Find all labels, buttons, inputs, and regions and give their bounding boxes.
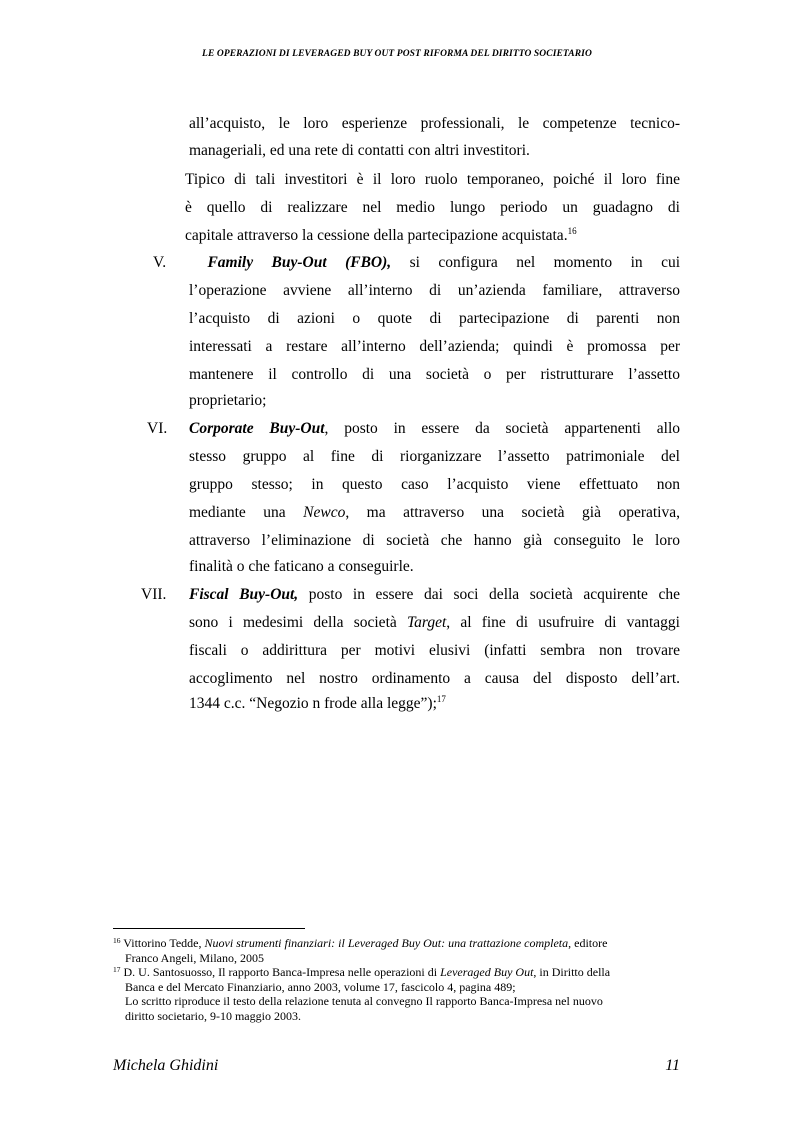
- footnote-number: 16: [113, 936, 121, 945]
- body-text: , posto in essere da società appartenenti allo: [324, 420, 680, 437]
- footnote-text: D. U. Santosuosso, Il rapporto Banca-Impresa nelle operazioni di: [120, 965, 441, 979]
- page-number: 11: [665, 1057, 680, 1074]
- body-line: [185, 226, 676, 246]
- list-numeral: V.: [153, 254, 167, 271]
- footnote-text: , in Diritto della: [533, 965, 611, 979]
- body-text: capitale attraverso la cessione della partecipazione acquistata.: [185, 227, 568, 244]
- body-line: [189, 503, 680, 523]
- footnote-text: diritto societario, 9-10 maggio 2003.: [125, 1008, 301, 1023]
- body-line: finalità o che faticano a conseguirle.: [189, 558, 414, 575]
- footnote-ref-17[interactable]: 17: [436, 694, 446, 704]
- body-line: [189, 694, 680, 714]
- body-line: stesso gruppo al fine di riorganizzare l’assetto patrimoniale del: [189, 448, 680, 465]
- body-text: sono i medesimi della società: [189, 614, 407, 631]
- footnote-divider: [113, 928, 305, 929]
- list-item-vi-line: [189, 419, 680, 439]
- footnote-text: Lo scritto riproduce il testo della relazione tenuta al convegno Il rapporto Banca-Impresa nel nuovo: [125, 994, 603, 1008]
- list-numeral: VI.: [147, 420, 168, 437]
- body-line: gruppo stesso; in questo caso l’acquisto viene effettuato non: [189, 476, 680, 493]
- footnote-title: Nuovi strumenti finanziari: il Leveraged Buy Out: una trattazione completa: [204, 936, 569, 950]
- list-item-vii-line: [189, 585, 680, 605]
- term-fiscal-buy-out: Fiscal Buy-Out,: [189, 586, 299, 603]
- body-line: Tipico di tali investitori è il loro ruolo temporaneo, poiché il loro fine: [185, 171, 680, 188]
- body-text: si configura nel momento in cui: [391, 254, 681, 271]
- body-line: l’operazione avviene all’interno di un’azienda familiare, attraverso: [189, 282, 680, 299]
- body-line: all’acquisto, le loro esperienze professionali, le competenze tecnico-: [189, 115, 680, 132]
- footnote-text: Banca e del Mercato Finanziario, anno 2003, volume 17, fascicolo 4, pagina 489;: [125, 979, 516, 994]
- footer-author: Michela Ghidini: [113, 1057, 219, 1074]
- body-line: fiscali o addirittura per motivi elusivi (infatti sembra non trovare: [189, 642, 680, 659]
- list-item-v-line: [189, 253, 680, 273]
- term-corporate-buy-out: Corporate Buy-Out: [189, 420, 325, 437]
- footnote-text: Vittorino Tedde,: [120, 936, 205, 950]
- footnote-text: , editore: [568, 936, 608, 950]
- footnote-number: 17: [113, 965, 121, 974]
- body-line: accoglimento nel nostro ordinamento a causa del disposto dell’art.: [189, 670, 680, 687]
- running-header: LE OPERAZIONI DI LEVERAGED BUY OUT POST RIFORMA DEL DIRITTO SOCIETARIO: [202, 49, 592, 59]
- body-line: l’acquisto di azioni o quote di partecipazione di parenti non: [189, 310, 680, 327]
- footnote-16: [113, 936, 683, 965]
- body-line: attraverso l’eliminazione di società che hanno già conseguito le loro: [189, 532, 680, 549]
- term-family-buy-out: Family Buy-Out (FBO),: [207, 254, 392, 271]
- footnote-ref-16[interactable]: 16: [567, 226, 577, 236]
- list-numeral: VII.: [141, 586, 167, 603]
- body-line: manageriali, ed una rete di contatti con altri investitori.: [189, 142, 530, 159]
- body-line: è quello di realizzare nel medio lungo periodo un guadagno di: [185, 199, 680, 216]
- body-text: mediante una: [189, 504, 304, 521]
- footnote-text: Franco Angeli, Milano, 2005: [125, 950, 264, 965]
- body-line: mantenere il controllo di una società o per ristrutturare l’assetto: [189, 366, 680, 383]
- footnote-17: [113, 965, 683, 1023]
- body-text: 1344 c.c. “Negozio n frode alla legge”);: [189, 695, 437, 712]
- body-line: proprietario;: [189, 392, 267, 409]
- term-newco: Newco: [303, 504, 346, 521]
- body-text: posto in essere dai soci della società acquirente che: [298, 586, 680, 603]
- body-line: [189, 613, 680, 633]
- body-text: , al fine di usufruire di vantaggi: [446, 614, 680, 631]
- footnote-title: Leveraged Buy Out: [440, 965, 534, 979]
- body-line: interessati a restare all’interno dell’azienda; quindi è promossa per: [189, 338, 680, 355]
- body-text: , ma attraverso una società già operativa,: [345, 504, 680, 521]
- term-target: Target: [406, 614, 447, 631]
